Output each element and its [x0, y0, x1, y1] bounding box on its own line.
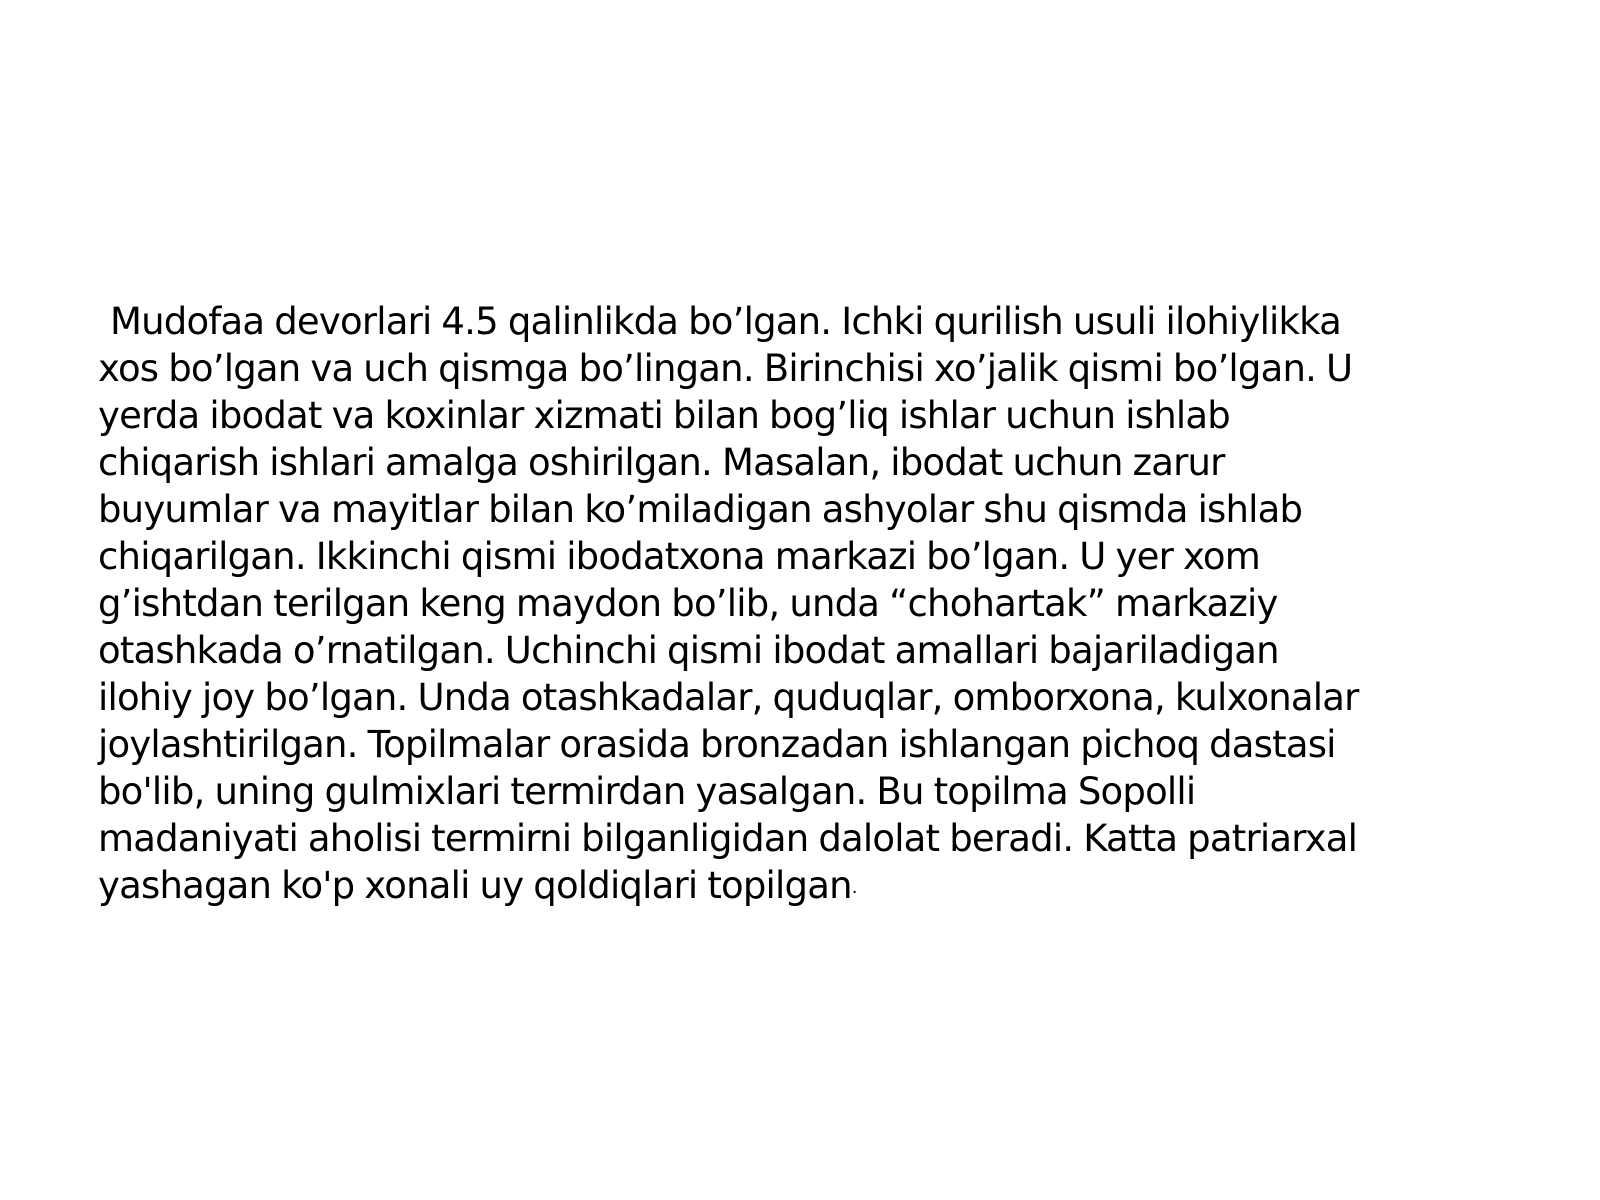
paragraph-line: yerda ibodat va koxinlar xizmati bilan bog’liq ishlar uchun ishlab [98, 394, 1230, 437]
paragraph-line: otashkada o’rnatilgan. Uchinchi qismi ibodat amallari bajariladigan [98, 629, 1279, 672]
paragraph-line: g’ishtdan terilgan keng maydon bo’lib, unda “chohartak” markaziy [98, 582, 1278, 625]
paragraph-line-last [98, 862, 1528, 911]
paragraph-line: madaniyati aholisi termirni bilganligidan dalolat beradi. Katta patriarxal [98, 817, 1358, 860]
end-mark: . [851, 877, 857, 898]
paragraph-line: Mudofaa devorlari 4.5 qalinlikda bo’lgan. Ichki qurilish usuli ilohiylikka [110, 300, 1342, 343]
paragraph-line: xos bo’lgan va uch qismga bo’lingan. Birinchisi xo’jalik qismi bo’lgan. U [98, 347, 1353, 390]
paragraph-line: joylashtirilgan. Topilmalar orasida bronzadan ishlangan pichoq dastasi [98, 723, 1336, 766]
paragraph-line: ilohiy joy bo’lgan. Unda otashkadalar, quduqlar, omborxona, kulxonalar [98, 676, 1359, 719]
paragraph-line: chiqarish ishlari amalga oshirilgan. Masalan, ibodat uchun zarur [98, 441, 1225, 484]
paragraph-line: bo'lib, uning gulmixlari termirdan yasalgan. Bu topilma Sopolli [98, 770, 1196, 813]
paragraph-line: chiqarilgan. Ikkinchi qismi ibodatxona markazi bo’lgan. U yer xom [98, 535, 1260, 578]
paragraph-line: buyumlar va mayitlar bilan ko’miladigan ashyolar shu qismda ishlab [98, 488, 1303, 531]
body-paragraph [98, 298, 1528, 911]
paragraph-line-last-text: yashagan ko'p xonali uy qoldiqlari topilgan [98, 864, 852, 907]
